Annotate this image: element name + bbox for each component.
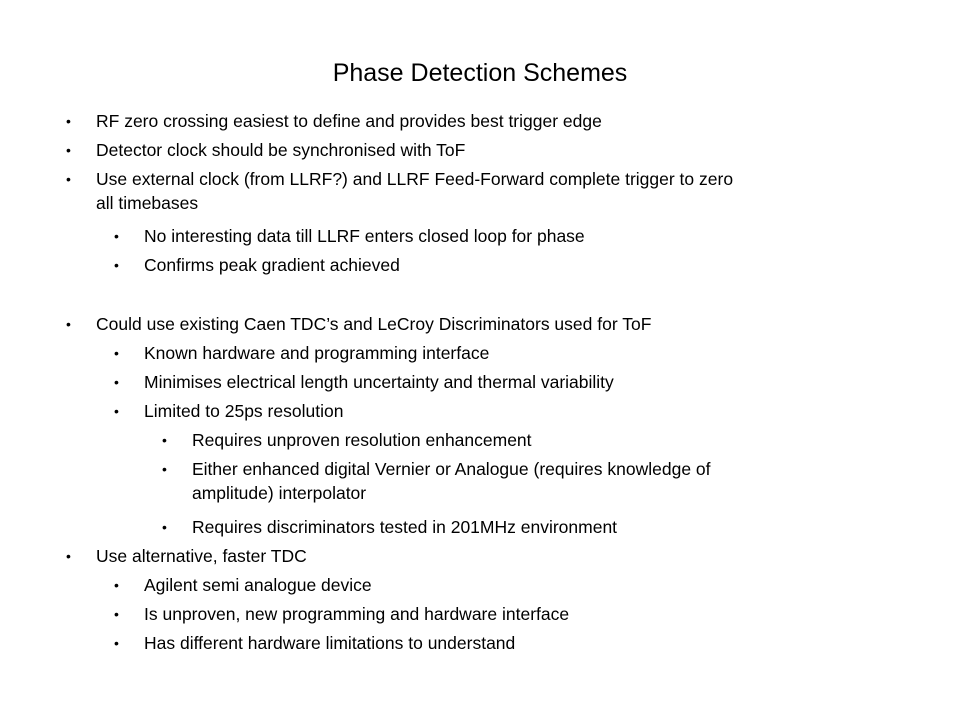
bullet-marker: • [162, 519, 167, 535]
bullet-marker: • [66, 316, 71, 332]
bullet-marker: • [66, 113, 71, 129]
bullet-marker: • [66, 548, 71, 564]
bullet-marker: • [162, 432, 167, 448]
bullet-marker: • [162, 461, 167, 477]
bullet-marker: • [114, 606, 119, 622]
bullet-marker: • [114, 374, 119, 390]
bullet-text-level-1: Could use existing Caen TDC’s and LeCroy Discriminators used for ToF [96, 314, 652, 334]
bullet-text-level-2: Has different hardware limitations to understand [144, 633, 516, 653]
bullet-text-level-1: Use external clock (from LLRF?) and LLRF Feed-Forward complete trigger to zero [96, 169, 734, 189]
bullet-text-level-1: all timebases [96, 193, 199, 213]
bullet-text-level-3: amplitude) interpolator [192, 483, 367, 503]
slide-title: Phase Detection Schemes [332, 59, 628, 87]
bullet-text-level-1: Detector clock should be synchronised with ToF [96, 140, 466, 160]
bullet-text-level-3: Either enhanced digital Vernier or Analogue (requires knowledge of [192, 459, 711, 479]
bullet-text-level-2: Known hardware and programming interface [144, 343, 490, 363]
bullet-text-level-2: Is unproven, new programming and hardware interface [144, 604, 570, 624]
bullet-text-level-2: Agilent semi analogue device [144, 575, 372, 595]
bullet-text-level-1: RF zero crossing easiest to define and provides best trigger edge [96, 111, 602, 131]
bullet-text-level-2: Limited to 25ps resolution [144, 401, 344, 421]
bullet-marker: • [114, 228, 119, 244]
bullet-text-level-3: Requires discriminators tested in 201MHz environment [192, 517, 618, 537]
bullet-text-level-3: Requires unproven resolution enhancement [192, 430, 532, 450]
bullet-text-level-2: No interesting data till LLRF enters closed loop for phase [144, 226, 585, 246]
bullet-marker: • [114, 257, 119, 273]
bullet-marker: • [66, 142, 71, 158]
bullet-marker: • [114, 345, 119, 361]
bullet-text-level-1: Use alternative, faster TDC [96, 546, 307, 566]
bullet-text-level-2: Confirms peak gradient achieved [144, 255, 400, 275]
bullet-marker: • [114, 635, 119, 651]
bullet-marker: • [114, 577, 119, 593]
bullet-marker: • [66, 171, 71, 187]
bullet-text-level-2: Minimises electrical length uncertainty and thermal variability [144, 372, 614, 392]
bullet-marker: • [114, 403, 119, 419]
